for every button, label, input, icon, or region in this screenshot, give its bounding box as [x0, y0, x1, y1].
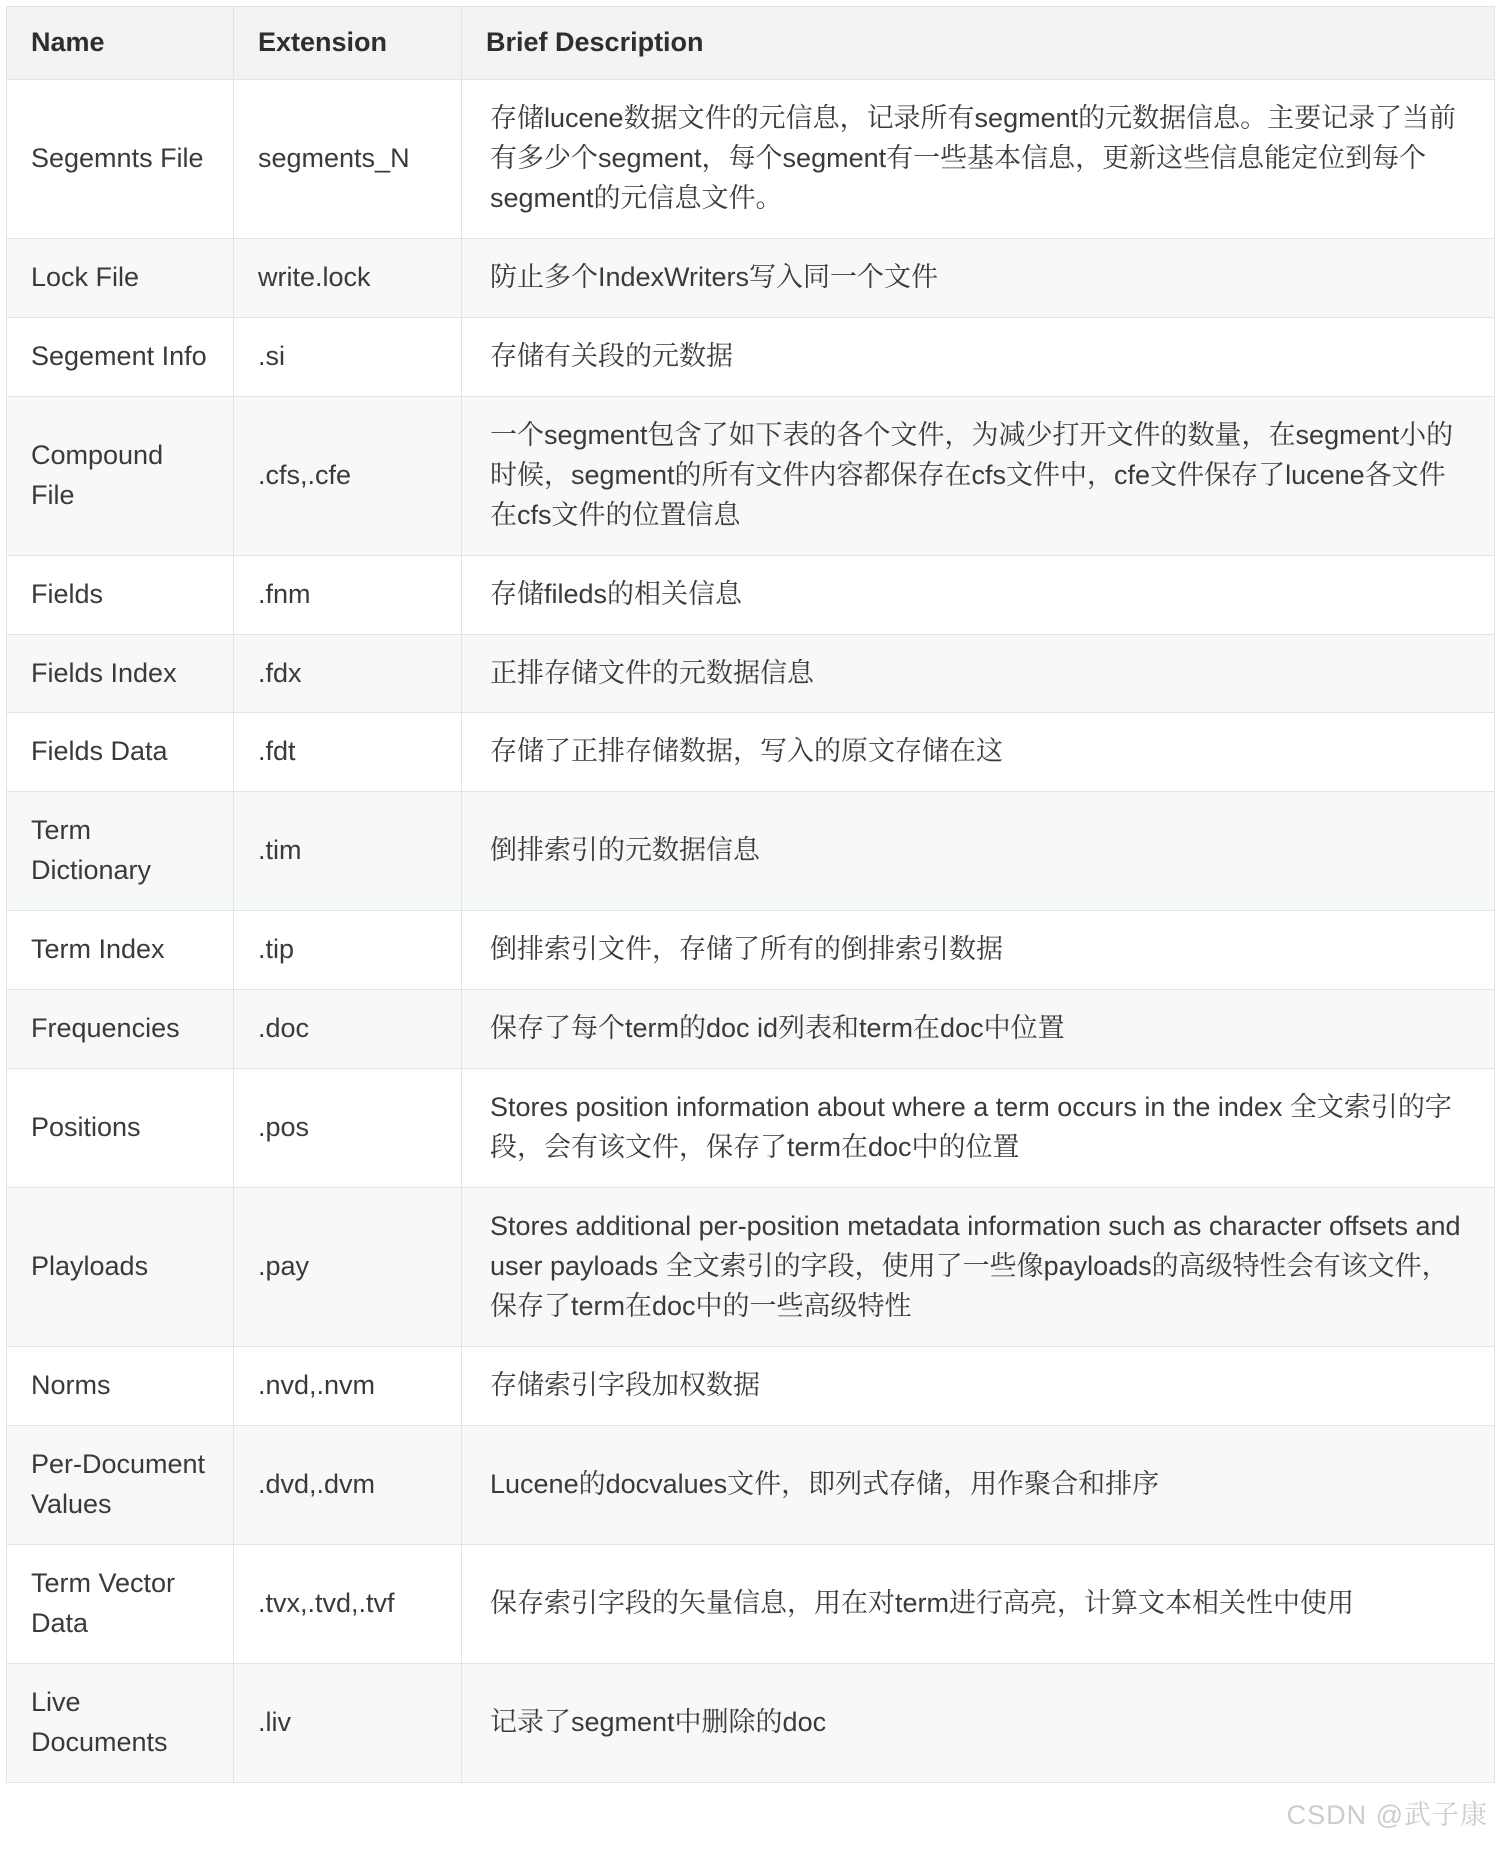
- name-cell: Norms: [7, 1347, 234, 1426]
- extension-cell: .si: [234, 317, 462, 396]
- description-cell: 存储lucene数据文件的元信息，记录所有segment的元数据信息。主要记录了当前有多少个segment，每个segment有一些基本信息，更新这些信息能定位到每个segment的元信息文件。: [462, 79, 1495, 238]
- extension-cell: .tip: [234, 911, 462, 990]
- description-cell: Stores additional per-position metadata information such as character offsets and user payloads 全文索引的字段，使用了一些像payloads的高级特性会有该文件，保存了term在doc中的一些高级特性: [462, 1188, 1495, 1347]
- description-cell: 保存索引字段的矢量信息，用在对term进行高亮，计算文本相关性中使用: [462, 1544, 1495, 1663]
- table-row-term-vector-data: [7, 1544, 1495, 1663]
- extension-cell: segments_N: [234, 79, 462, 238]
- extension-cell: .pay: [234, 1188, 462, 1347]
- description-cell: 保存了每个term的doc id列表和term在doc中位置: [462, 990, 1495, 1069]
- header-row: [7, 7, 1495, 80]
- lucene-file-types-table: [6, 6, 1495, 1783]
- extension-cell: .fnm: [234, 555, 462, 634]
- table-row-per-document-values: [7, 1425, 1495, 1544]
- header-brief-description: Brief Description: [462, 7, 1495, 80]
- table-row-positions: [7, 1069, 1495, 1188]
- extension-cell: .nvd,.nvm: [234, 1347, 462, 1426]
- description-cell: 正排存储文件的元数据信息: [462, 634, 1495, 713]
- extension-cell: .tim: [234, 792, 462, 911]
- name-cell: Term Index: [7, 911, 234, 990]
- name-cell: Compound File: [7, 396, 234, 555]
- name-cell: Fields Data: [7, 713, 234, 792]
- csdn-watermark: CSDN @武子康: [1286, 1800, 1488, 1830]
- description-cell: 倒排索引文件，存储了所有的倒排索引数据: [462, 911, 1495, 990]
- extension-cell: .fdx: [234, 634, 462, 713]
- header-extension: Extension: [234, 7, 462, 80]
- name-cell: Fields: [7, 555, 234, 634]
- name-cell: Term Dictionary: [7, 792, 234, 911]
- table-row-live-documents: [7, 1663, 1495, 1782]
- description-cell: Stores position information about where a term occurs in the index 全文索引的字段，会有该文件，保存了term在doc中的位置: [462, 1069, 1495, 1188]
- table-row-term-dictionary: [7, 792, 1495, 911]
- description-cell: 存储有关段的元数据: [462, 317, 1495, 396]
- extension-cell: .pos: [234, 1069, 462, 1188]
- name-cell: Positions: [7, 1069, 234, 1188]
- extension-cell: .fdt: [234, 713, 462, 792]
- description-cell: Lucene的docvalues文件，即列式存储，用作聚合和排序: [462, 1425, 1495, 1544]
- table-header: [7, 7, 1495, 80]
- name-cell: Fields Index: [7, 634, 234, 713]
- table-row-lock-file: [7, 238, 1495, 317]
- name-cell: Segemnts File: [7, 79, 234, 238]
- extension-cell: .doc: [234, 990, 462, 1069]
- table-row-fields-data: [7, 713, 1495, 792]
- table-row-playloads: [7, 1188, 1495, 1347]
- table-row-fields-index: [7, 634, 1495, 713]
- extension-cell: .liv: [234, 1663, 462, 1782]
- table-row-compound-file: [7, 396, 1495, 555]
- table-row-norms: [7, 1347, 1495, 1426]
- table-row-term-index: [7, 911, 1495, 990]
- table-row-segments-file: [7, 79, 1495, 238]
- extension-cell: .dvd,.dvm: [234, 1425, 462, 1544]
- name-cell: Per-Document Values: [7, 1425, 234, 1544]
- name-cell: Segement Info: [7, 317, 234, 396]
- name-cell: Term Vector Data: [7, 1544, 234, 1663]
- extension-cell: .cfs,.cfe: [234, 396, 462, 555]
- description-cell: 记录了segment中删除的doc: [462, 1663, 1495, 1782]
- description-cell: 一个segment包含了如下表的各个文件，为减少打开文件的数量，在segment小的时候，segment的所有文件内容都保存在cfs文件中，cfe文件保存了lucene各文件在cfs文件的位置信息: [462, 396, 1495, 555]
- table-row-frequencies: [7, 990, 1495, 1069]
- description-cell: 防止多个IndexWriters写入同一个文件: [462, 238, 1495, 317]
- name-cell: Live Documents: [7, 1663, 234, 1782]
- header-name: Name: [7, 7, 234, 80]
- description-cell: 存储了正排存储数据，写入的原文存储在这: [462, 713, 1495, 792]
- table-body: [7, 79, 1495, 1782]
- table-row-fields: [7, 555, 1495, 634]
- description-cell: 存储索引字段加权数据: [462, 1347, 1495, 1426]
- description-cell: 存储fileds的相关信息: [462, 555, 1495, 634]
- table-row-segment-info: [7, 317, 1495, 396]
- description-cell: 倒排索引的元数据信息: [462, 792, 1495, 911]
- extension-cell: write.lock: [234, 238, 462, 317]
- name-cell: Playloads: [7, 1188, 234, 1347]
- name-cell: Frequencies: [7, 990, 234, 1069]
- extension-cell: .tvx,.tvd,.tvf: [234, 1544, 462, 1663]
- name-cell: Lock File: [7, 238, 234, 317]
